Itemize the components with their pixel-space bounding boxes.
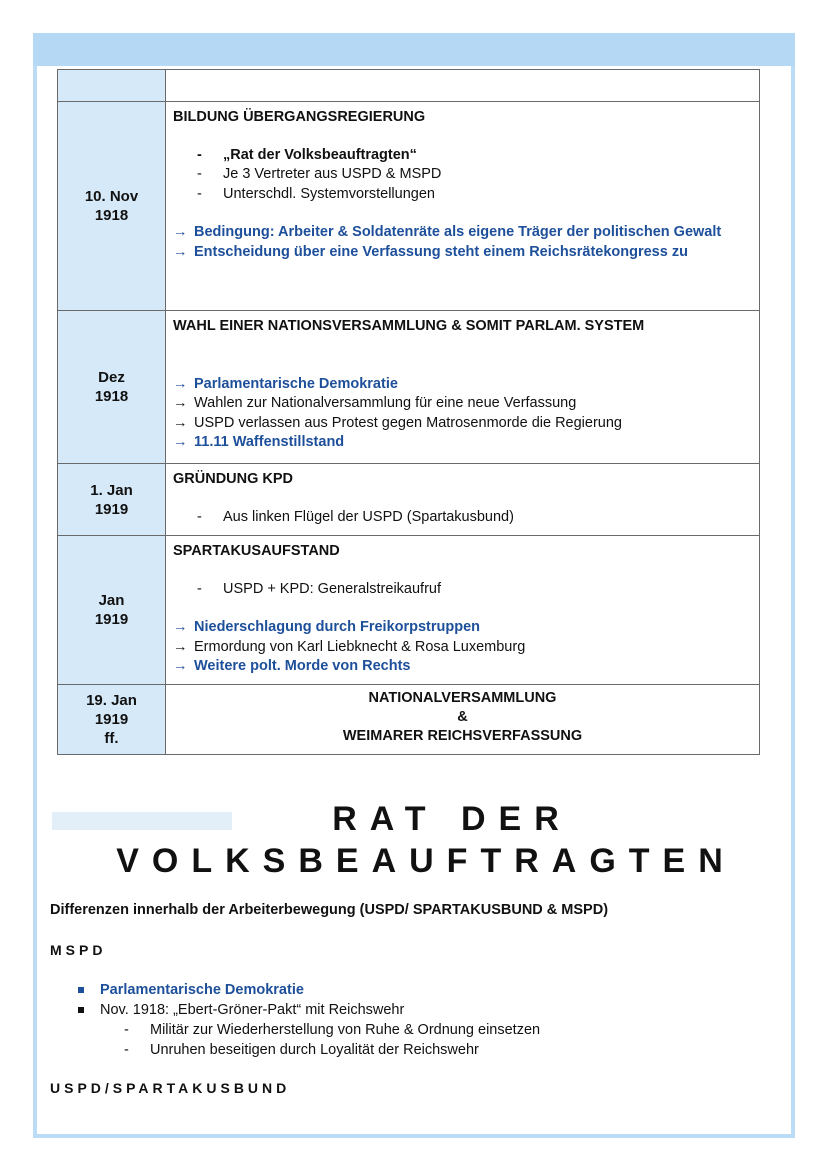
party-label-mspd: MSPD (50, 942, 107, 958)
date-part: Jan (98, 592, 125, 609)
mspd-points (76, 980, 540, 1060)
list-item: - Aus linken Flügel der USPD (Spartakusbund) (197, 508, 753, 528)
bullet-list (173, 508, 753, 528)
date-cell (58, 685, 166, 755)
arrow-text: Ermordung von Karl Liebknecht & Rosa Luxemburg (194, 638, 526, 655)
arrow-point (173, 638, 753, 658)
content-cell (166, 536, 760, 685)
arrow-text: USPD verlassen aus Protest gegen Matrosenmorde die Regierung (194, 414, 622, 431)
bullet-list (173, 580, 753, 600)
arrow-icon: → (173, 375, 188, 392)
arrow-point (173, 394, 753, 414)
arrow-point (173, 414, 753, 434)
date-cell (58, 311, 166, 464)
arrow-point (173, 375, 753, 395)
arrow-point (173, 618, 753, 638)
arrow-point (173, 433, 753, 453)
row-heading: WAHL EINER NATIONSVERSAMMLUNG & SOMIT PARLAM. SYSTEM (173, 318, 645, 334)
arrow-icon: → (173, 658, 188, 674)
date-part: 1919 (94, 611, 129, 628)
date-part: 1918 (94, 388, 129, 405)
date-part: ff. (104, 730, 119, 747)
arrow-point (173, 223, 753, 243)
arrow-text: Wahlen zur Nationalversammlung für eine neue Verfassung (194, 395, 577, 411)
arrow-point (173, 243, 753, 263)
list-item: Nov. 1918: „Ebert-Gröner-Pakt“ mit Reichswehr (76, 1000, 540, 1020)
content-cell (166, 70, 760, 102)
arrow-text: Entscheidung über eine Verfassung steht einem Reichsrätekongress zu (194, 243, 688, 260)
row-heading: SPARTAKUSAUFSTAND (173, 543, 340, 559)
arrow-text: Niederschlagung durch Freikorpstruppen (194, 619, 481, 635)
date-part: 19. Jan (86, 692, 137, 709)
arrow-icon: → (173, 243, 188, 260)
center-line: WEIMARER REICHSVERFASSUNG (342, 728, 583, 744)
content-cell (166, 102, 760, 311)
list-item: - „Rat der Volksbeauftragten“ (197, 146, 753, 166)
header-band (33, 33, 795, 66)
section-title-line1: RAT DER (332, 800, 572, 838)
date-part: Dez (98, 369, 125, 386)
date-cell (58, 536, 166, 685)
list-item: - USPD + KPD: Generalstreikaufruf (197, 580, 753, 600)
arrow-icon: → (173, 414, 188, 431)
party-label-uspd: USPD/SPARTAKUSBUND (50, 1080, 291, 1096)
date-part: 1. Jan (90, 481, 133, 499)
arrow-icon: → (173, 434, 188, 450)
arrow-text: 11.11 Waffenstillstand (194, 434, 345, 450)
content-cell (166, 464, 760, 536)
arrow-point (173, 657, 753, 677)
table-row (58, 102, 760, 311)
list-subitem: - Unruhen beseitigen durch Loyalität der Reichswehr (76, 1040, 540, 1060)
center-line: NATIONALVERSAMMLUNG (368, 690, 557, 706)
timeline-table (57, 69, 760, 755)
date-part: 1919 (94, 500, 129, 518)
arrow-text: Bedingung: Arbeiter & Soldatenräte als eigene Träger der politischen Gewalt (194, 224, 722, 240)
arrow-icon: → (173, 619, 188, 635)
table-row-empty (58, 70, 760, 102)
subheading: Differenzen innerhalb der Arbeiterbewegung (USPD/ SPARTAKUSBUND & MSPD) (50, 902, 609, 918)
table-row (58, 536, 760, 685)
date-cell (58, 102, 166, 311)
table-row (58, 685, 760, 755)
date-cell (58, 70, 166, 102)
section-title-line2: VOLKSBEAUFTRAGTEN (116, 842, 736, 880)
table-row (58, 464, 760, 536)
arrow-icon: → (173, 638, 188, 655)
arrow-icon: → (173, 224, 188, 240)
list-item: - Je 3 Vertreter aus USPD & MSPD (197, 165, 753, 185)
row-heading: BILDUNG ÜBERGANGSREGIERUNG (173, 109, 426, 125)
date-part: 10. Nov (84, 188, 139, 205)
table-row (58, 311, 760, 464)
center-line: & (457, 709, 468, 725)
arrow-icon: → (173, 395, 188, 411)
bullet-list (173, 146, 753, 205)
date-part: 1918 (94, 207, 129, 224)
date-part: 1919 (94, 711, 129, 728)
content-cell (166, 311, 760, 464)
arrow-text: Parlamentarische Demokratie (194, 375, 398, 392)
list-item: Parlamentarische Demokratie (76, 980, 540, 1000)
list-subitem: - Militär zur Wiederherstellung von Ruhe & Ordnung einsetzen (76, 1020, 540, 1040)
list-item: - Unterschdl. Systemvorstellungen (197, 185, 753, 205)
date-cell (58, 464, 166, 536)
content-cell (166, 685, 760, 755)
arrow-text: Weitere polt. Morde von Rechts (194, 658, 411, 674)
row-heading: GRÜNDUNG KPD (173, 471, 294, 487)
